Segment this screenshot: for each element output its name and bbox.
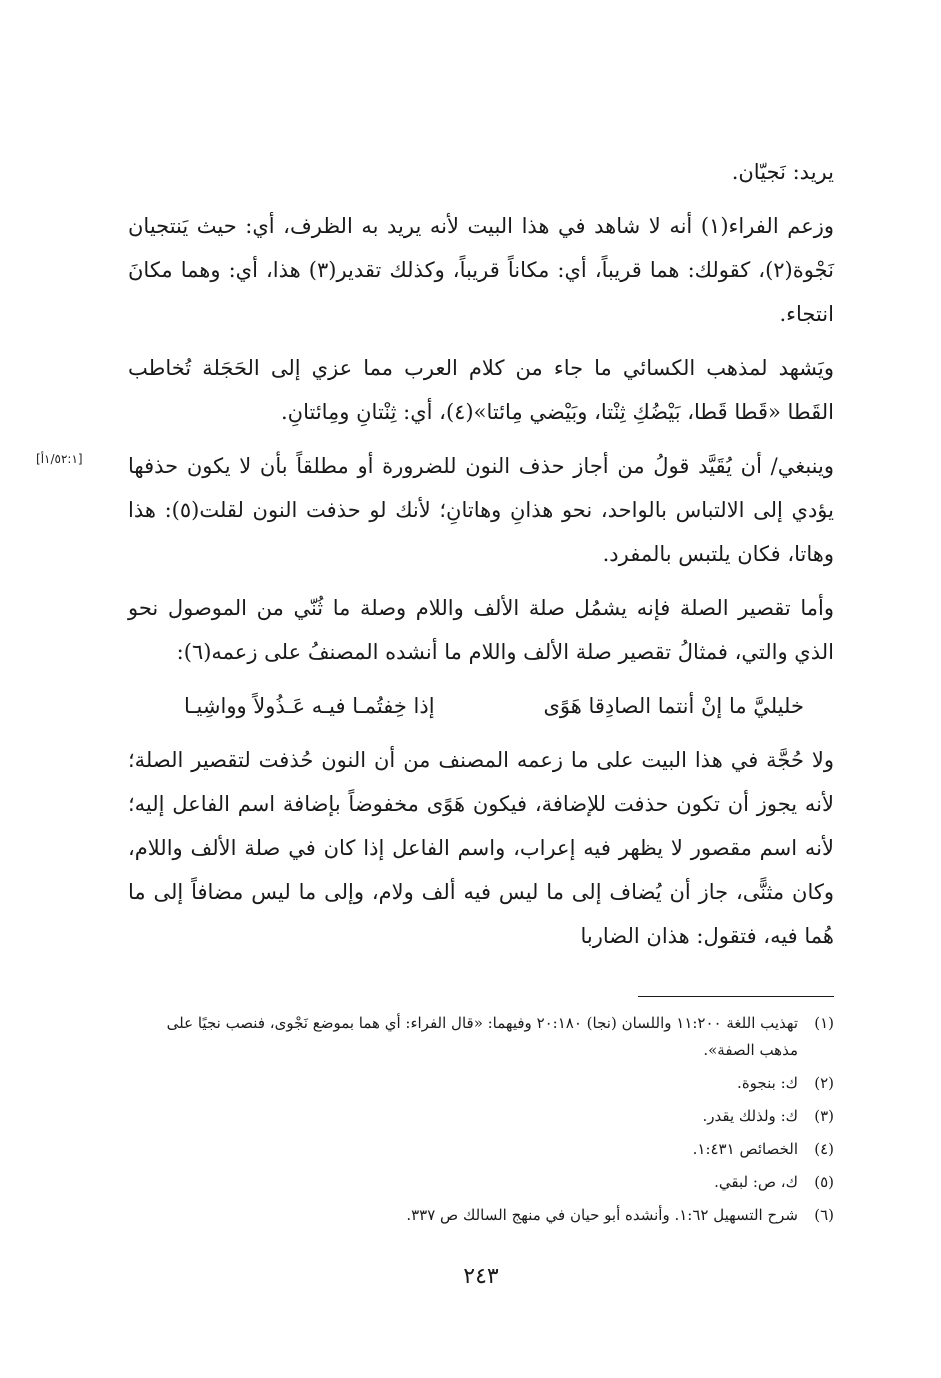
footnote-number: (٦) (814, 1206, 834, 1224)
footnote (128, 1010, 834, 1064)
footnote-text: ك، ص: لبقي. (714, 1173, 798, 1191)
footnote-text: تهذيب اللغة ١١:٢٠٠ واللسان (نجا) ٢٠:١٨٠ وفيهما: «قال الفراء: أي هما بموضع نَجْوى، فنصب نجيًا على مذهب الصفة». (166, 1014, 798, 1059)
paragraph: وينبغي/ أن يُقَيَّد قولُ من أجاز حذف النون للضرورة أو مطلقاً بأن لا يكون حذفها يؤدي إلى الالتباس بالواحد، نحو هذانِ وهاتانِ؛ لأنك لو حذفت النون لقلت(٥): هذا وهاتا، فكان يلتبس بالمفرد. (128, 454, 834, 566)
book-page (36, 0, 835, 1378)
page-number: ٢٤٣ (463, 1264, 499, 1289)
footnotes (128, 1010, 834, 1235)
footnote-number: (٥) (814, 1173, 834, 1191)
main-text (128, 150, 834, 968)
footnote-text: ك: ولذلك يقدر. (702, 1107, 798, 1125)
footnote-text: شرح التسهيل ١:٦٢. وأنشده أبو حيان في منهج السالك ص ٣٣٧. (406, 1206, 798, 1224)
footnote-text: الخصائص ١:٤٣١. (692, 1140, 798, 1158)
paragraph: يريد: نَجيّان. (731, 160, 834, 184)
paragraph: وزعم الفراء(١) أنه لا شاهد في هذا البيت لأنه يريد به الظرف، أي: حيث يَنتجيان نَجْوة(٢)، كقولك: هما قريباً، أي: مكاناً قريباً، وكذلك تقدير(٣) هذا، أي: وهما مكانَ انتجاء. (128, 214, 835, 326)
paragraph: ولا حُجَّة في هذا البيت على ما زعمه المصنف من أن النون حُذفت لتقصير الصلة؛ لأنه يجوز أن تكون حذفت للإضافة، فيكون هَوًى مخفوضاً بإضافة اسم الفاعل إليه؛ لأنه اسم مقصور لا يظهر فيه إعراب، واسم الفاعل إذا كان في صلة الألف واللام، وكان مثنًّى، جاز أن يُضاف إلى ما ليس فيه ألف ولام، وإلى ما ليس مضافاً إلى ما هُما فيه، فتقول: هذان الضاربا (128, 748, 834, 948)
footnote (128, 1136, 834, 1163)
footnote-number: (٢) (814, 1074, 834, 1092)
footnote (128, 1070, 834, 1097)
footnote-divider (638, 996, 834, 997)
verse-second-hemistich: إذا خِفتُمـا فيـه عَـذُولاً وواشِيـا (184, 694, 435, 718)
footnote-text: ك: بنجوة. (737, 1074, 798, 1092)
poetry-verse (128, 684, 834, 728)
footnote (128, 1103, 834, 1130)
footnote-number: (٤) (814, 1140, 834, 1158)
paragraph: وأما تقصير الصلة فإنه يشمُل صلة الألف واللام وصلة ما ثُنّي من الموصول نحو الذي والتي، فمثالُ تقصير صلة الألف واللام ما أنشده المصنفُ على زعمه(٦): (128, 596, 834, 664)
footnote (128, 1202, 834, 1229)
footnote-number: (١) (814, 1014, 834, 1032)
verse-first-hemistich: خليليَّ ما إنْ أنتما الصادِقا هَوًى (543, 694, 804, 718)
paragraph: ويَشهد لمذهب الكسائي ما جاء من كلام العرب مما عزي إلى الحَجَلة تُخاطب القَطا «قَطا قَطا، بَيْضُكِ ثِنْتا، وبَيْضي مِائتا»(٤)، أي: ثِنْتانِ ومِائتانِ. (128, 356, 834, 424)
manuscript-folio-note: [١/٥٢:١أ] (36, 452, 83, 466)
footnote-number: (٣) (814, 1107, 834, 1125)
footnote (128, 1169, 834, 1196)
